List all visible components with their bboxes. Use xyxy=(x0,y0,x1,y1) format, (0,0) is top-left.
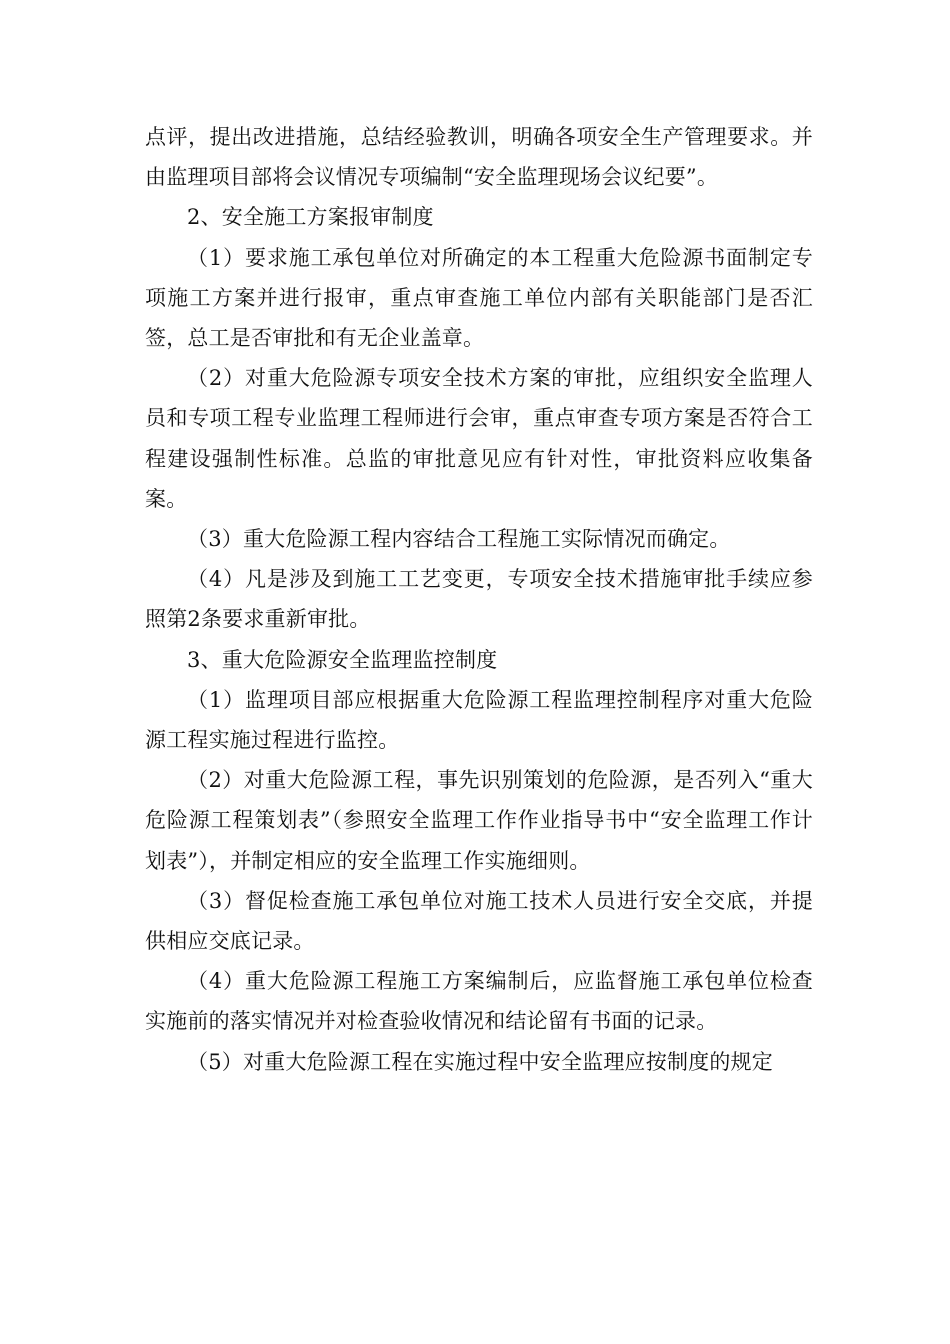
heading-plan-review-system: 2、安全施工方案报审制度 xyxy=(187,205,434,230)
paragraph-hazard-monitoring-3: （3）督促检查施工承包单位对施工技术人员进行安全交底，并提供相应交底记录。 xyxy=(145,888,813,954)
paragraph-hazard-monitoring-4: （4）重大危险源工程施工方案编制后，应监督施工承包单位检查实施前的落实情况并对检查验收情况和结论留有书面的记录。 xyxy=(145,969,813,1034)
paragraph-hazard-monitoring-2: （2）对重大危险源工程，事先识别策划的危险源，是否列入“重大危险源工程策划表”（参照安全监理工作作业指导书中“安全监理工作计划表”），并制定相应的安全监理工作实施细则。 xyxy=(145,768,813,873)
paragraph-plan-review-4: （4）凡是涉及到施工工艺变更，专项安全技术措施审批手续应参照第2条要求重新审批。 xyxy=(145,567,813,632)
paragraph-hazard-monitoring-5: （5）对重大危险源工程在实施过程中安全监理应按制度的规定 xyxy=(187,1049,773,1074)
paragraph-plan-review-2: （2）对重大危险源专项安全技术方案的审批，应组织安全监理人员和专项工程专业监理工程师进行会审，重点审查专项方案是否符合工程建设强制性标准。总监的审批意见应有针对性，审批资料应收集备案。 xyxy=(145,366,813,511)
paragraph-plan-review-1: （1）要求施工承包单位对所确定的本工程重大危险源书面制定专项施工方案并进行报审，重点审查施工单位内部有关职能部门是否汇签，总工是否审批和有无企业盖章。 xyxy=(145,245,813,351)
document-page xyxy=(145,117,813,1082)
paragraph-hazard-monitoring-1: （1）监理项目部应根据重大危险源工程监理控制程序对重大危险源工程实施过程进行监控。 xyxy=(145,687,813,753)
paragraph-meeting-summary: 点评，提出改进措施，总结经验教训，明确各项安全生产管理要求。并由监理项目部将会议情况专项编制“安全监理现场会议纪要”。 xyxy=(145,125,813,190)
heading-hazard-monitoring-system: 3、重大危险源安全监理监控制度 xyxy=(187,647,498,672)
paragraph-plan-review-3: （3）重大危险源工程内容结合工程施工实际情况而确定。 xyxy=(187,527,731,552)
